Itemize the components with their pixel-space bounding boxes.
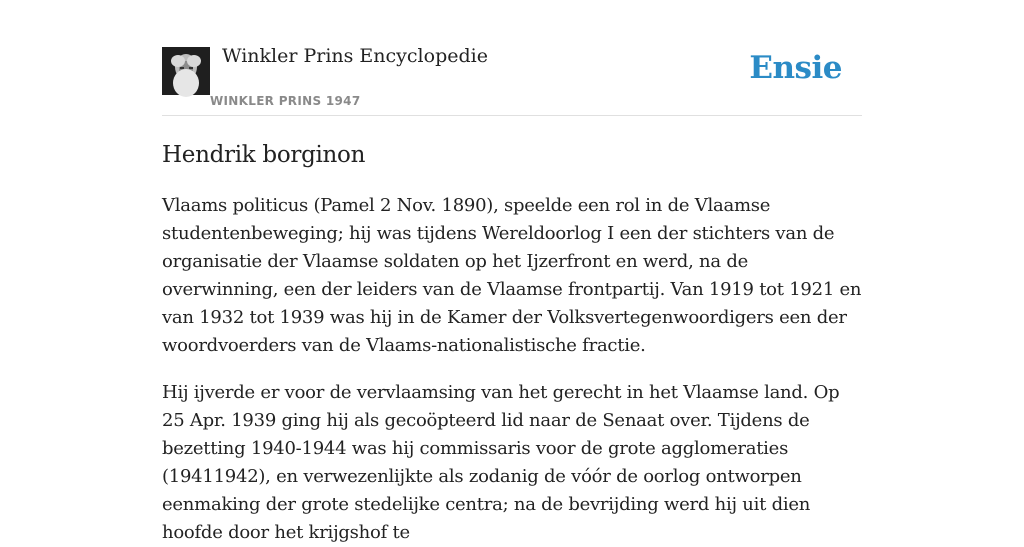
- source-subtitle: WINKLER PRINS 1947: [210, 94, 361, 108]
- avatar: [162, 47, 210, 95]
- source-title[interactable]: Winkler Prins Encyclopedie: [222, 45, 488, 67]
- source-header: [162, 0, 862, 116]
- article-paragraph: Vlaams politicus (Pamel 2 Nov. 1890), speelde een rol in de Vlaamse studentenbeweging; hij was tijdens Wereldoorlog I een der stichters van de organisatie der Vlaamse soldaten op het Ijzerfront en werd, na de overwinning, een der leiders van de Vlaamse frontpartij. Van 1919 tot 1921 en van 1932 tot 1939 was hij in de Kamer der Volksvertegenwoordigers een der woordvoerders van de Vlaams-nationalistische fractie.: [162, 195, 862, 356]
- brand-logo[interactable]: Ensie: [749, 50, 842, 86]
- portrait-icon: [162, 47, 210, 95]
- article: [162, 138, 862, 547]
- article-paragraph: Hij ijverde er voor de vervlaamsing van het gerecht in het Vlaamse land. Op 25 Apr. 1939 ging hij als gecoöpteerd lid naar de Senaat over. Tijdens de bezetting 1940-1944 was hij commissaris voor de grote agglomeraties (19411942), en verwezenlijkte als zodanig de vóór de oorlog ontworpen eenmaking der grote stedelijke centra; na de bevrijding werd hij uit dien hoofde door het krijgshof te: [162, 382, 840, 543]
- article-title: Hendrik borginon: [162, 142, 366, 168]
